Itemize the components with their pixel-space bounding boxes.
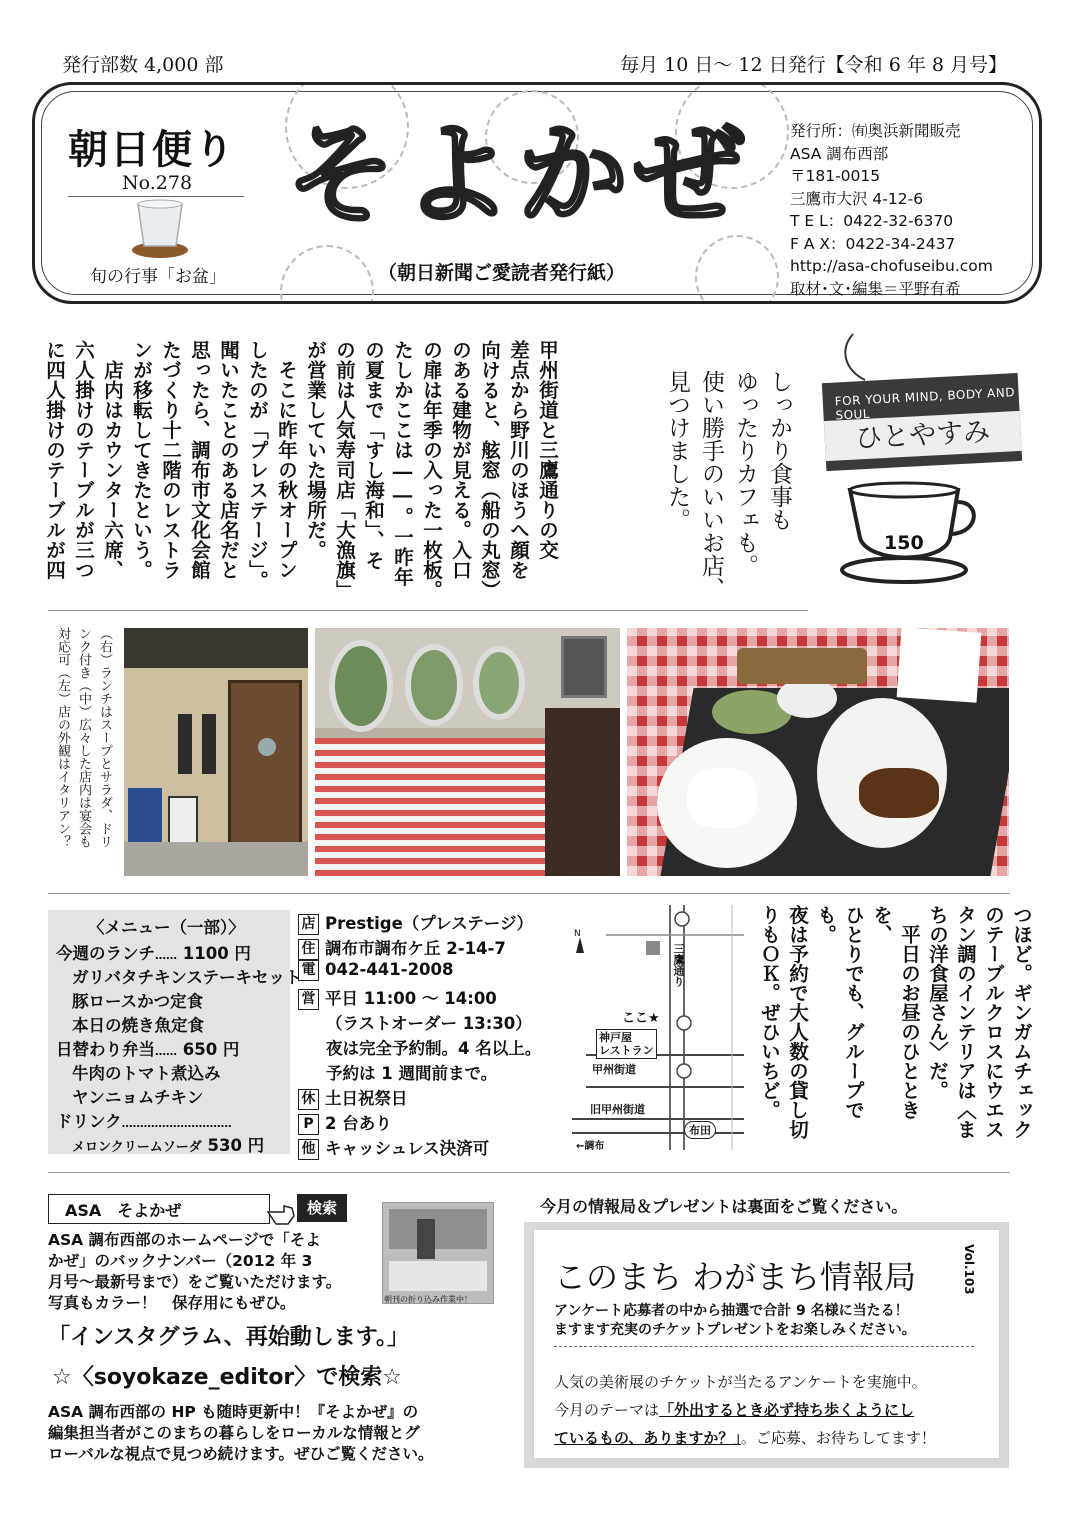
info-text: 2 台あり	[325, 1114, 392, 1133]
divider	[48, 610, 808, 611]
divider	[68, 196, 244, 197]
notice-line: かぜ」のバックナンバー（2012 年 3	[48, 1252, 313, 1270]
info-tag: 店	[298, 914, 319, 935]
info-tag: 電	[298, 960, 319, 981]
menu-item: 本日の焼き魚定食	[72, 1016, 204, 1035]
lunch-photo	[627, 628, 1009, 876]
article-column: のテーブルクロスにウエス	[982, 905, 1005, 1139]
masthead-title: そよかぜ	[286, 110, 750, 239]
lead-line: 使い勝手のいいお店、	[698, 370, 724, 600]
notice-line: 写真もカラー！ 保存用にもぜひ。	[48, 1294, 296, 1312]
notice-line: 編集担当者がこのまちの暮らしをローカルな情報とグ	[48, 1424, 420, 1442]
info-tag: P	[298, 1114, 319, 1135]
menu-item-name: 今週のランチ	[56, 944, 155, 963]
article-column: の前は人気寿司店「大漁旗」	[333, 340, 356, 600]
publisher-url[interactable]: http://asa-chofuseibu.com	[790, 257, 993, 275]
north-marker: N	[574, 929, 581, 939]
article-column: 聞いたことのある店名だと	[217, 340, 240, 580]
season-caption: 旬の行事「お盆」	[90, 267, 226, 287]
map-label-old-koshu: 旧甲州街道	[590, 1103, 645, 1116]
search-button[interactable]: 検索	[297, 1194, 347, 1222]
notice-line: ASA 調布西部の HP も随時更新中！『そよかぜ』の	[48, 1403, 419, 1421]
menu-item: 牛肉のトマト煮込み	[72, 1064, 221, 1083]
article-continued	[755, 905, 1035, 1155]
paper-name: 朝日便り	[68, 126, 236, 173]
menu-item: ガリバタチキンステーキセット	[72, 968, 302, 987]
caption-line: 対応可（左）店の外観はイタリアン？	[55, 627, 70, 848]
landmark-line: レストラン	[599, 1044, 654, 1057]
lead-line: ゆったりカフェも。	[732, 370, 758, 577]
landmark-line: 神戸屋	[599, 1031, 632, 1044]
publisher-line: ASA 調布西部	[790, 144, 889, 163]
theme-text: 「外出するとき必ず持ち歩くようにし	[659, 1401, 915, 1419]
publisher-line: 三鷹市大沢 4-12-6	[790, 189, 924, 208]
map-landmark-kobeya	[596, 1029, 657, 1059]
menu-item-price: 650 円	[182, 1040, 240, 1059]
article-column: 平日のお昼のひとときを、	[870, 905, 921, 1120]
shop-parking-row	[298, 1110, 392, 1135]
menu-item: 豚ロースかつ定食	[72, 992, 204, 1011]
article-column: そこに昨年の秋オープン	[275, 340, 298, 580]
info-text: 土日祝祭日	[325, 1089, 408, 1108]
search-box[interactable]	[48, 1194, 270, 1224]
menu-box	[48, 910, 302, 1155]
article-column: 向けると、舷窓（船の丸窓）	[478, 340, 501, 600]
info-tag: 他	[298, 1139, 319, 1160]
article-column: が営業していた場所だ。	[304, 340, 327, 560]
menu-item	[56, 940, 251, 964]
theme-text: ているもの、ありますか？」	[554, 1429, 741, 1447]
info-tag: 休	[298, 1089, 319, 1110]
menu-item	[72, 1132, 264, 1156]
info-tag: 営	[298, 989, 319, 1010]
shop-hours-note: （ラストオーダー 13:30）	[326, 1014, 532, 1033]
article-column: ひとりでも、グループでも。	[814, 905, 865, 1120]
caption-line: ンク付き（中）広々した店内は宴会も	[76, 627, 91, 848]
menu-item-dots: ……	[155, 949, 177, 962]
homepage-update-notice	[48, 1402, 498, 1465]
publisher-line: 〒181-0015	[790, 167, 881, 185]
search-box-text: ASA そよかぜ	[65, 1201, 182, 1220]
shop-name-row	[298, 910, 533, 935]
map-label-mitaka: 三鷹通り	[672, 943, 685, 987]
article-column: 夜は予約で大人数の貸し切	[786, 905, 809, 1139]
article-column: 甲州街道と三鷹通りの交	[536, 340, 559, 560]
article-column: つほど。ギンガムチェック	[1010, 905, 1033, 1139]
article-lead	[660, 370, 796, 600]
article-column: ちの洋食屋さん〉だ。	[926, 905, 949, 1100]
article-column: のある建物が見える。入口	[449, 340, 472, 580]
article-column: たづくり十二階のレストラ	[159, 340, 182, 580]
homepage-notice	[48, 1230, 378, 1314]
shop-phone-row	[298, 960, 454, 981]
publisher-line: 取材･文･編集＝平野有希	[790, 279, 961, 298]
interior-photo	[315, 628, 620, 876]
shop-hours-note: 夜は完全予約制。4 名以上。	[326, 1039, 542, 1058]
instagram-search-text: ☆〈soyokaze_editor〉で検索☆	[52, 1365, 403, 1390]
shop-other-row	[298, 1135, 489, 1160]
corner-tag-english: FOR YOUR MIND, BODY AND SOUL	[834, 385, 1016, 423]
shop-hours-note: 予約は 1 週間前まで。	[326, 1064, 498, 1083]
info-panel-volume: Vol.103	[962, 1244, 976, 1295]
article-column: たしかここは――。一昨年	[391, 340, 414, 587]
shop-address-row	[298, 935, 506, 960]
map-label-koshu: 甲州街道	[592, 1063, 636, 1076]
map-here-marker: ここ★	[622, 1011, 660, 1026]
shop-closed-row	[298, 1085, 408, 1110]
article-column: の夏まで「すし海和」、そ	[362, 340, 385, 571]
work-photo	[382, 1202, 494, 1304]
glass-icon	[128, 198, 192, 260]
body-line	[554, 1396, 936, 1424]
work-photo-caption: 朝刊の折り込み作業中！	[384, 1295, 472, 1304]
publisher-info	[790, 120, 993, 300]
divider	[554, 1346, 974, 1347]
article-column: 差点から野川のほうへ顔を	[507, 340, 530, 580]
notice-line: 月号～最新号まで）をご覧いただけます。	[48, 1273, 342, 1291]
publisher-line: 発行所：㈲奥浜新聞販売	[790, 122, 961, 140]
storefront-photo	[124, 628, 308, 876]
menu-item-dots: …………………………	[121, 1117, 232, 1130]
pointing-hand-icon	[266, 1196, 298, 1226]
info-tag: 住	[298, 939, 319, 960]
menu-item-name: メロンクリームソーダ	[72, 1140, 202, 1155]
publisher-line: F A X：0422-34-2437	[790, 234, 956, 253]
article-column: タン調のインテリアは〈ま	[954, 905, 977, 1139]
divider	[48, 893, 1010, 894]
menu-heading: 〈メニュー（一部）〉	[88, 918, 245, 937]
circulation: 発行部数 4,000 部	[62, 54, 224, 76]
menu-item-price: 1100 円	[182, 944, 251, 963]
article-column: りもＯＫ。ぜひいちど。	[758, 905, 781, 1120]
masthead-subtitle: （朝日新聞ご愛読者発行紙）	[378, 262, 626, 284]
lead-line: 見つけました。	[664, 370, 690, 531]
menu-item-name: ドリンク	[56, 1112, 122, 1131]
shop-hours-row	[298, 985, 497, 1010]
caption-line: （右）ランチはスープとサラダ、ドリ	[97, 627, 112, 848]
info-panel-title: このまち わがまち情報局	[554, 1258, 917, 1296]
menu-item: ヤンニョムチキン	[72, 1088, 204, 1107]
article-column: 六人掛けのテーブルが三つ	[72, 340, 95, 580]
body-line: 人気の美術展のチケットが当たるアンケートを実施中。	[554, 1373, 927, 1391]
info-panel-lead	[554, 1302, 916, 1340]
article-column: ンが移転してきたという。	[130, 340, 153, 580]
menu-item-dots: ……	[155, 1045, 177, 1058]
article-column: 店内はカウンター六席、	[101, 340, 124, 580]
article-column: の扉は年季の入った一枚板。	[420, 340, 443, 600]
issue-number: No.278	[122, 172, 193, 194]
info-panel	[524, 1222, 1009, 1468]
body-text: 今月のテーマは	[554, 1401, 660, 1419]
corner-tag-title: ひとやすみ	[824, 411, 1022, 461]
corner-number: 150	[884, 532, 924, 554]
map	[566, 905, 744, 1150]
menu-item-price: 530 円	[207, 1136, 265, 1155]
map-label-chofu: ←調布	[576, 1141, 605, 1152]
instagram-title: 「インスタグラム、再始動します。」	[48, 1325, 410, 1350]
menu-item-name: 日替わり弁当	[56, 1040, 155, 1059]
publisher-line: T E L：0422-32-6370	[790, 212, 954, 230]
body-line	[554, 1424, 936, 1452]
notice-line: ASA 調布西部のホームページで「そよ	[48, 1231, 321, 1249]
photo-caption	[52, 627, 115, 877]
menu-item	[56, 1036, 239, 1060]
lead-line: ますます充実のチケットプレゼントをお楽しみください。	[554, 1322, 916, 1338]
menu-item	[56, 1108, 232, 1132]
article-column: 思ったら、調布市文化会館	[188, 340, 211, 580]
back-page-notice: 今月の情報局＆プレゼントは裏面をご覧ください。	[540, 1197, 908, 1216]
notice-line: ローバルな視点で見つめ続けます。ぜひご覧ください。	[48, 1445, 434, 1463]
article-column: に四人掛けのテーブルが四	[43, 340, 66, 580]
info-panel-body	[554, 1368, 936, 1452]
lead-line: しっかり食事も	[766, 370, 792, 531]
issue-date: 毎月 10 日～ 12 日発行【令和 6 年 8 月号】	[620, 54, 1007, 76]
tag-string-icon	[835, 330, 875, 382]
divider	[48, 1172, 1010, 1173]
info-text: 平日 11:00 ～ 14:00	[325, 989, 497, 1008]
info-text: 調布市調布ケ丘 2-14-7	[325, 939, 506, 958]
article-body	[40, 340, 562, 608]
article-column: したのが「プレステージ」。	[246, 340, 269, 591]
map-station-fuda: 布田	[684, 1121, 716, 1139]
corner-tag	[822, 373, 1022, 471]
info-text: 042-441-2008	[325, 960, 454, 979]
info-text: Prestige（プレステージ）	[325, 914, 533, 933]
body-text: 。ご応募、お待ちしてます！	[740, 1429, 936, 1447]
lead-line: アンケート応募者の中から抽選で合計 9 名様に当たる！	[554, 1303, 909, 1319]
info-text: キャッシュレス決済可	[325, 1139, 490, 1158]
info-panel-inner	[534, 1230, 999, 1458]
